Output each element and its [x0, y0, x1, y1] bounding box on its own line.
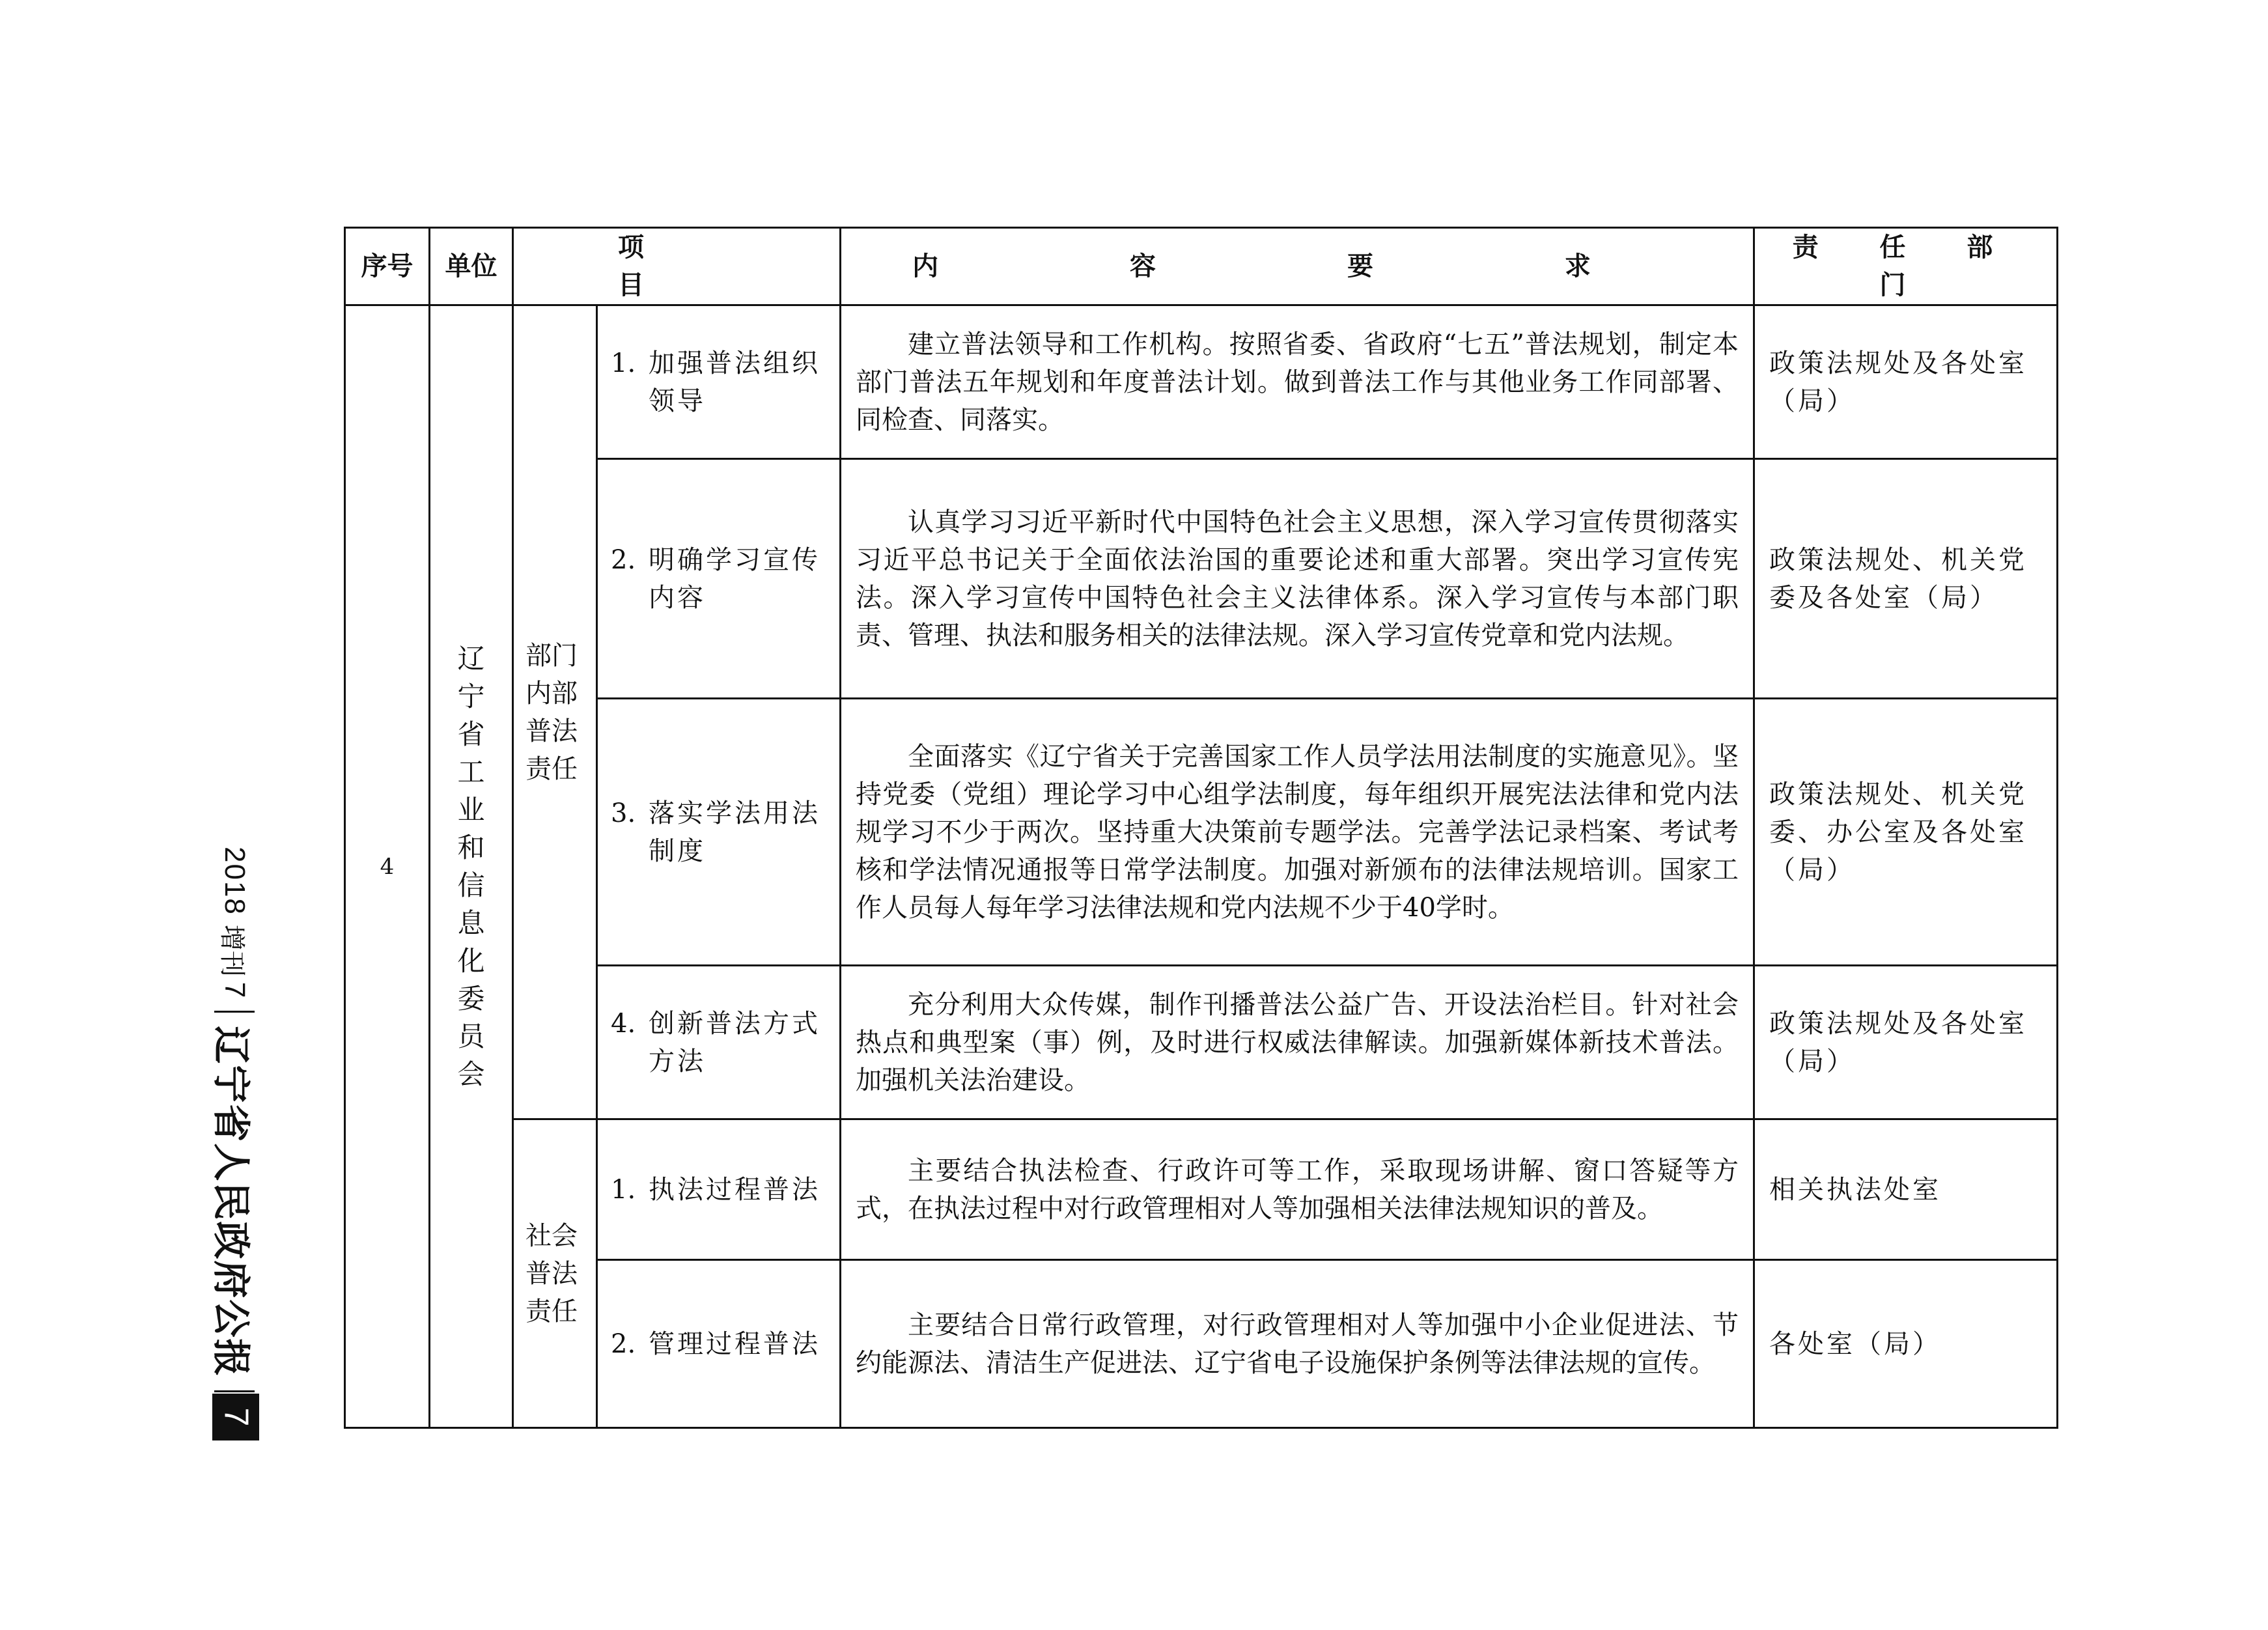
category-label: 部门内部普法责任 [525, 640, 578, 784]
header-seq: 序号 [345, 228, 430, 305]
item-title: 执法过程普法 [649, 1174, 820, 1205]
unit-char: 和 [457, 831, 485, 864]
dept-cell: 相关执法处室 [1754, 1119, 2058, 1260]
item-cell [597, 699, 841, 966]
table-row [345, 305, 2058, 459]
sidebar-rotated-text [208, 847, 260, 1446]
table-row [345, 699, 2058, 966]
journal-sidebar [208, 847, 260, 1446]
unit-char: 省 [457, 718, 485, 750]
item-cell [597, 1260, 841, 1428]
item-title: 管理过程普法 [649, 1328, 820, 1359]
responsibility-table [344, 227, 2058, 1429]
item-title: 加强普法组织领导 [649, 348, 820, 416]
category-label: 社会普法责任 [525, 1220, 578, 1327]
unit-cell [430, 305, 513, 1428]
item-number: 2. [611, 1328, 636, 1359]
journal-issue-label: 增刊 [217, 924, 247, 977]
content-cell: 全面落实《辽宁省关于完善国家工作人员学法用法制度的实施意见》。坚持党委（党组）理论学习中心组学法制度，每年组织开展宪法法律和党内法规学习不少于两次。坚持重大决策前专题学法。完善学法记录档案、考试考核和学法情况通报等日常学法制度。加强对新颁布的法律法规培训。国家工作人员每人每年学习法律法规和党内法规不少于40学时。 [841, 699, 1754, 966]
dept-cell: 政策法规处、机关党委及各处室（局） [1754, 459, 2058, 699]
table-row [345, 1119, 2058, 1260]
content-cell: 认真学习习近平新时代中国特色社会主义思想，深入学习宣传贯彻落实习近平总书记关于全面依法治国的重要论述和重大部署。突出学习宣传宪法。深入学习宣传中国特色社会主义法律体系。深入学习宣传与本部门职责、管理、执法和服务相关的法律法规。深入学习宣传党章和党内法规。 [841, 459, 1754, 699]
unit-char: 息 [457, 906, 485, 939]
unit-char: 辽 [457, 642, 485, 675]
header-content-text: 内 容 要 求 [912, 251, 1682, 281]
page-number: 7 [216, 1407, 255, 1427]
unit-char: 化 [457, 944, 485, 977]
category-cell-social [513, 1119, 597, 1428]
unit-char: 信 [457, 869, 485, 901]
unit-char: 宁 [457, 680, 485, 712]
item-title: 创新普法方式方法 [649, 1008, 820, 1076]
table-row [345, 459, 2058, 699]
item-cell [597, 305, 841, 459]
dept-cell: 政策法规处及各处室（局） [1754, 305, 2058, 459]
category-cell-internal [513, 305, 597, 1119]
header-dept-text: 责 任 部 门 [1792, 232, 2019, 300]
item-cell [597, 1119, 841, 1260]
unit-char: 工 [457, 755, 485, 788]
table-row [345, 1260, 2058, 1428]
unit-vertical-text [430, 640, 512, 1093]
table-row [345, 966, 2058, 1119]
seq-cell: 4 [345, 305, 430, 1428]
unit-char: 委 [457, 982, 485, 1015]
dept-cell: 各处室（局） [1754, 1260, 2058, 1428]
header-project-text: 项 目 [618, 232, 735, 300]
journal-year: 2018 [219, 847, 251, 916]
table-header-row [345, 228, 2058, 305]
unit-char: 业 [457, 793, 485, 826]
dept-cell: 政策法规处及各处室（局） [1754, 966, 2058, 1119]
header-project [513, 228, 841, 305]
item-number: 1. [611, 1174, 636, 1205]
header-content [841, 228, 1754, 305]
journal-title: 辽宁省人民政府公报 [209, 1026, 253, 1378]
page-number-badge [212, 1394, 259, 1440]
content-cell: 主要结合执法检查、行政许可等工作，采取现场讲解、窗口答疑等方式，在执法过程中对行政管理相对人等加强相关法律法规知识的普及。 [841, 1119, 1754, 1260]
header-dept [1754, 228, 2058, 305]
item-number: 3. [611, 798, 636, 828]
item-title: 落实学法用法制度 [649, 798, 820, 866]
sidebar-divider [214, 1390, 255, 1392]
sidebar-divider [214, 1011, 255, 1013]
unit-char: 会 [457, 1058, 485, 1090]
content-cell: 主要结合日常行政管理，对行政管理相对人等加强中小企业促进法、节约能源法、清洁生产促进法、辽宁省电子设施保护条例等法律法规的宣传。 [841, 1260, 1754, 1428]
item-title: 明确学习宣传内容 [649, 544, 820, 613]
header-unit: 单位 [430, 228, 513, 305]
item-cell [597, 459, 841, 699]
item-number: 4. [611, 1008, 636, 1039]
item-number: 2. [611, 544, 636, 575]
item-cell [597, 966, 841, 1119]
journal-issue-number: 7 [219, 981, 251, 998]
content-cell: 建立普法领导和工作机构。按照省委、省政府“七五”普法规划，制定本部门普法五年规划和年度普法计划。做到普法工作与其他业务工作同部署、同检查、同落实。 [841, 305, 1754, 459]
dept-cell: 政策法规处、机关党委、办公室及各处室（局） [1754, 699, 2058, 966]
unit-char: 员 [457, 1020, 485, 1052]
item-number: 1. [611, 348, 636, 378]
content-cell: 充分利用大众传媒，制作刊播普法公益广告、开设法治栏目。针对社会热点和典型案（事）例，及时进行权威法律解读。加强新媒体新技术普法。加强机关法治建设。 [841, 966, 1754, 1119]
